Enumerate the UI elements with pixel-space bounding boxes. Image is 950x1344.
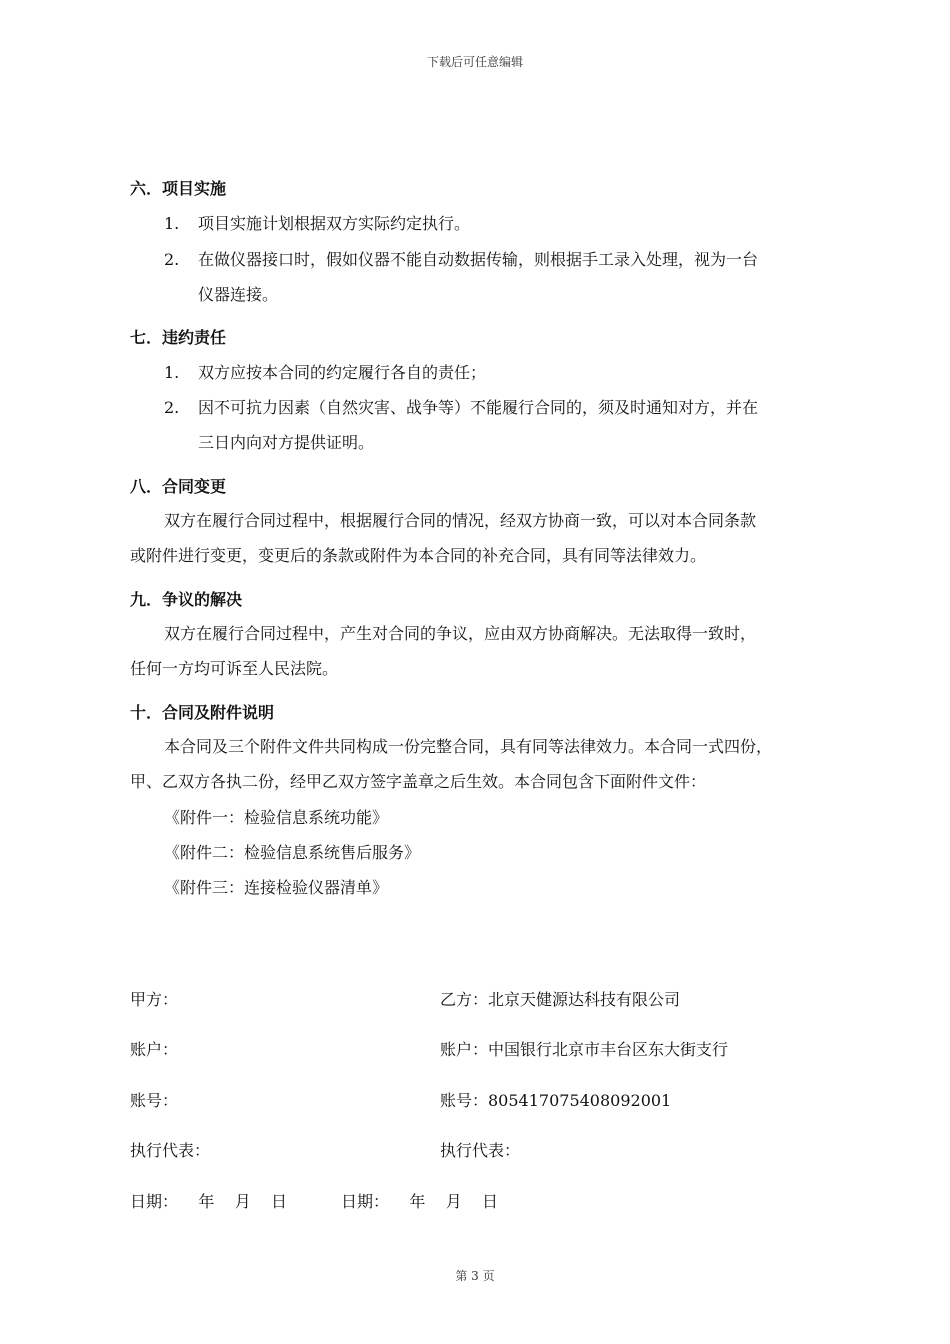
party-b-representative: 执行代表： — [440, 1141, 521, 1160]
section-6-item-2 — [164, 249, 758, 271]
section-9-title: 九．争议的解决 — [130, 590, 243, 609]
section-9-paragraph-line-1: 双方在履行合同过程中，产生对合同的争议，应由双方协商解决。无法取得一致时， — [164, 624, 757, 643]
section-8-paragraph-line-2: 或附件进行变更，变更后的条款或附件为本合同的补充合同，具有同等法律效力。 — [130, 546, 707, 565]
item-text: 双方应按本合同的约定履行各自的责任； — [198, 363, 487, 382]
party-b-account: 账户：中国银行北京市丰台区东大街支行 — [440, 1040, 729, 1059]
attachment-1: 《附件一：检验信息系统功能》 — [164, 808, 389, 827]
page-number: 第 3 页 — [455, 1269, 495, 1283]
item-number: 1. — [164, 363, 180, 382]
item-text: 因不可抗力因素（自然灾害、战争等）不能履行合同的，须及时通知对方，并在 — [198, 398, 759, 417]
attachment-2: 《附件二：检验信息系统售后服务》 — [164, 843, 421, 862]
item-text: 项目实施计划根据双方实际约定执行。 — [198, 214, 471, 233]
section-9-paragraph-line-2: 任何一方均可诉至人民法院。 — [130, 659, 339, 678]
party-a-account: 账户： — [130, 1040, 179, 1059]
section-8-paragraph-line-1: 双方在履行合同过程中，根据履行合同的情况，经双方协商一致，可以对本合同条款 — [164, 511, 757, 530]
party-a-date: 日期： 年 月 日 — [130, 1192, 288, 1211]
section-7-item-2 — [164, 397, 758, 419]
section-7-item-1 — [164, 362, 486, 384]
item-number: 2. — [164, 250, 180, 269]
section-7-item-2-continuation: 三日内向对方提供证明。 — [198, 433, 375, 452]
party-b-account-number: 账号：805417075408092001 — [440, 1091, 672, 1110]
attachment-3: 《附件三：连接检验仪器清单》 — [164, 878, 389, 897]
party-a-representative: 执行代表： — [130, 1141, 211, 1160]
item-number: 1. — [164, 214, 180, 233]
section-10-paragraph-line-1: 本合同及三个附件文件共同构成一份完整合同，具有同等法律效力。本合同一式四份， — [164, 737, 773, 756]
party-b-date: 日期： 年 月 日 — [341, 1192, 499, 1211]
section-10-paragraph-line-2: 甲、乙双方各执二份，经甲乙双方签字盖章之后生效。本合同包含下面附件文件： — [130, 772, 707, 791]
party-a-label: 甲方： — [130, 990, 179, 1009]
section-6-item-1 — [164, 213, 470, 235]
party-b-label: 乙方：北京天健源达科技有限公司 — [440, 990, 681, 1009]
item-number: 2. — [164, 398, 180, 417]
item-text: 在做仪器接口时，假如仪器不能自动数据传输，则根据手工录入处理，视为一台 — [198, 250, 759, 269]
section-10-title: 十．合同及附件说明 — [130, 703, 275, 722]
page-header: 下载后可任意编辑 — [426, 55, 523, 69]
section-6-item-2-continuation: 仪器连接。 — [198, 285, 279, 304]
section-7-title: 七．违约责任 — [130, 328, 227, 347]
section-6-title: 六．项目实施 — [130, 179, 227, 198]
section-8-title: 八．合同变更 — [130, 477, 227, 496]
party-a-account-number: 账号： — [130, 1091, 179, 1110]
